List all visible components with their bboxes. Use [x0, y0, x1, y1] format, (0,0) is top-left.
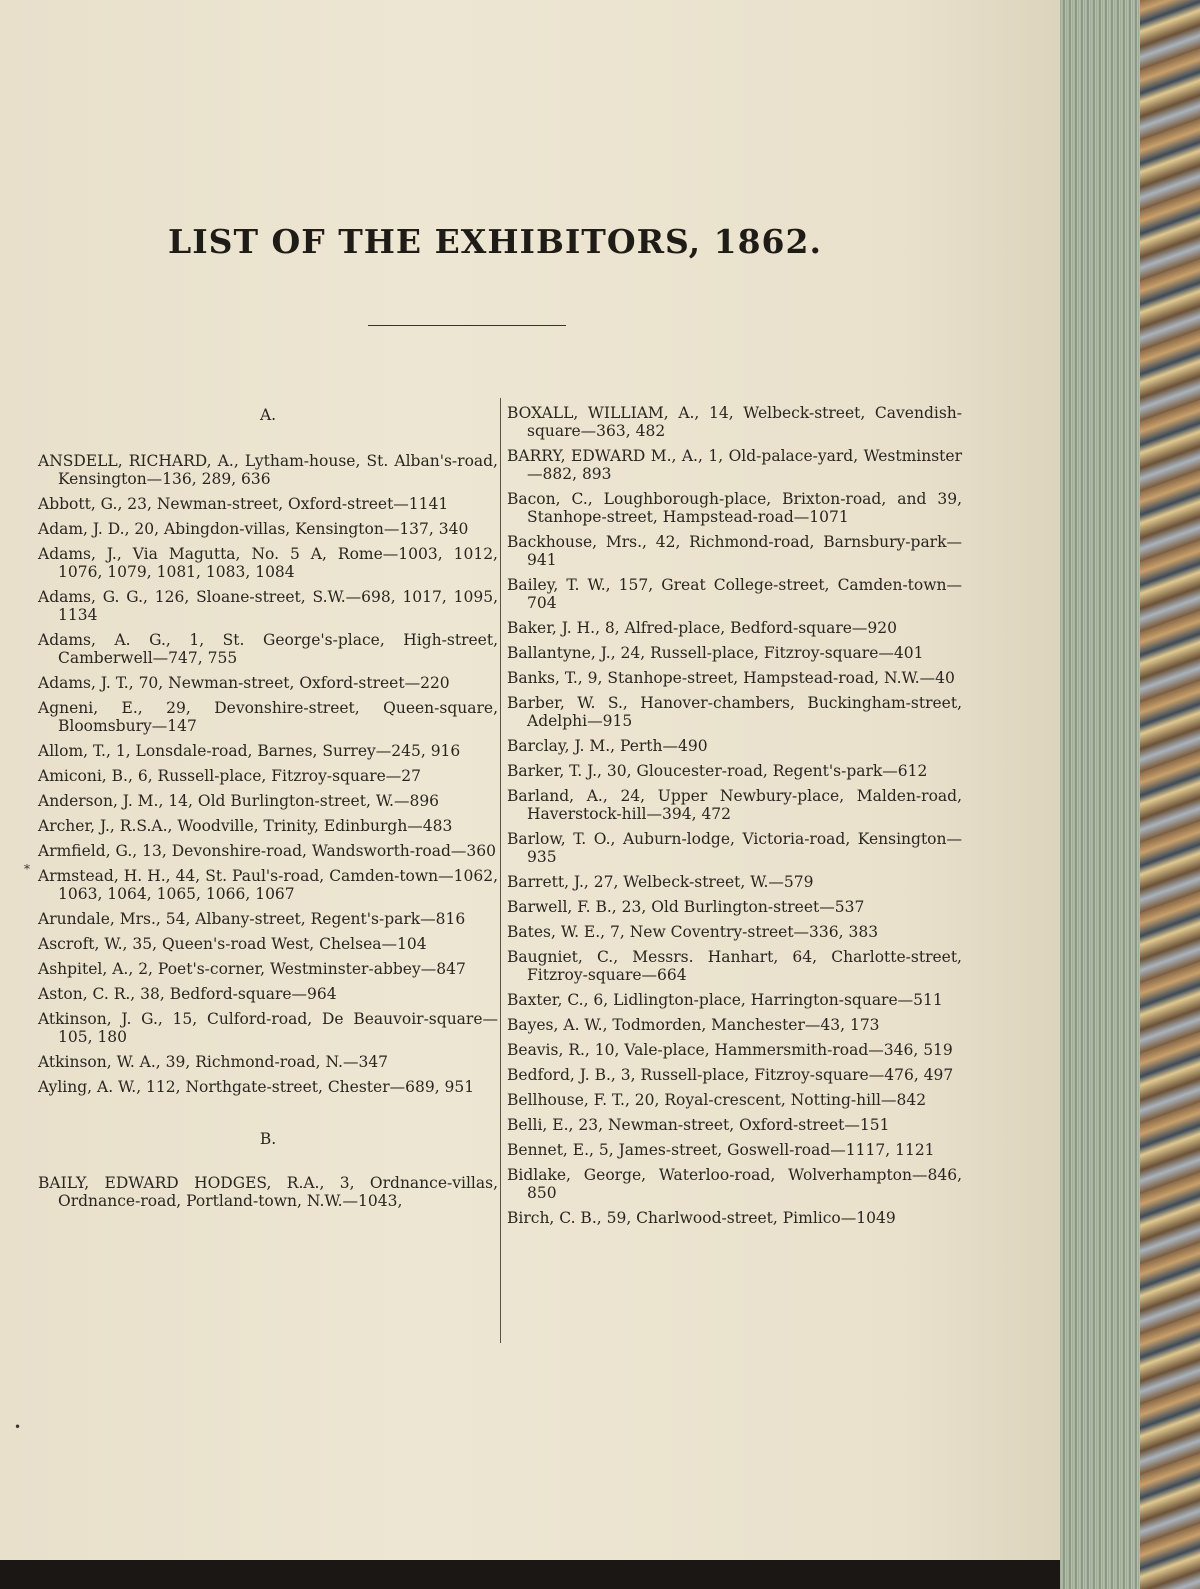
entry-boxall: BOXALL, WILLIAM, A., 14, Welbeck-street, Cavendish-square—363, 482 — [507, 404, 962, 440]
entry-barry: BARRY, EDWARD M., A., 1, Old-palace-yard, Westminster—882, 893 — [507, 447, 962, 483]
section-letter-b: B. — [259, 1130, 277, 1148]
entry-bellhouse: Bellhouse, F. T., 20, Royal-crescent, Notting-hill—842 — [507, 1091, 927, 1109]
entry-anderson: Anderson, J. M., 14, Old Burlington-street, W.—896 — [38, 792, 440, 810]
section-letter-a: A. — [259, 406, 277, 424]
entry-ayling: Ayling, A. W., 112, Northgate-street, Chester—689, 951 — [38, 1078, 475, 1096]
entry-bedford: Bedford, J. B., 3, Russell-place, Fitzroy-square—476, 497 — [507, 1066, 954, 1084]
entry-belli: Belli, E., 23, Newman-street, Oxford-street—151 — [507, 1116, 890, 1134]
entry-bayes: Bayes, A. W., Todmorden, Manchester—43, 173 — [507, 1016, 880, 1034]
entry-agneni: Agneni, E., 29, Devonshire-street, Queen-square, Bloomsbury—147 — [38, 699, 498, 735]
title-rule — [368, 325, 566, 326]
entry-arundale: Arundale, Mrs., 54, Albany-street, Regent's-park—816 — [38, 910, 466, 928]
entry-baxter: Baxter, C., 6, Lidlington-place, Harrington-square—511 — [507, 991, 943, 1009]
entry-barclay: Barclay, J. M., Perth—490 — [507, 737, 708, 755]
entry-allom: Allom, T., 1, Lonsdale-road, Barnes, Surrey—245, 916 — [38, 742, 461, 760]
bottom-shadow — [0, 1560, 1060, 1589]
entry-ashpitel: Ashpitel, A., 2, Poet's-corner, Westminster-abbey—847 — [38, 960, 466, 978]
entry-barland: Barland, A., 24, Upper Newbury-place, Malden-road, Haverstock-hill—394, 472 — [507, 787, 962, 823]
entry-armfield: Armfield, G., 13, Devonshire-road, Wandsworth-road—360 — [38, 842, 497, 860]
entry-barlow: Barlow, T. O., Auburn-lodge, Victoria-road, Kensington—935 — [507, 830, 962, 866]
entry-baily: BAILY, EDWARD HODGES, R.A., 3, Ordnance-villas, Ordnance-road, Portland-town, N.W.—1043, — [38, 1174, 498, 1210]
entry-bailey: Bailey, T. W., 157, Great College-street, Camden-town—704 — [507, 576, 962, 612]
entry-amiconi: Amiconi, B., 6, Russell-place, Fitzroy-square—27 — [38, 767, 422, 785]
entry-adams-gg: Adams, G. G., 126, Sloane-street, S.W.—698, 1017, 1095, 1134 — [38, 588, 498, 624]
entry-armstead: Armstead, H. H., 44, St. Paul's-road, Camden-town—1062, 1063, 1064, 1065, 1066, 1067 — [38, 867, 498, 903]
entry-adams-ag: Adams, A. G., 1, St. George's-place, High-street, Camberwell—747, 755 — [38, 631, 498, 667]
entry-ballantyne: Ballantyne, J., 24, Russell-place, Fitzroy-square—401 — [507, 644, 924, 662]
entry-adams-jt: Adams, J. T., 70, Newman-street, Oxford-street—220 — [38, 674, 450, 692]
entry-ansdell: ANSDELL, RICHARD, A., Lytham-house, St. Alban's-road, Kensington—136, 289, 636 — [38, 452, 498, 488]
page-edges — [1060, 0, 1140, 1589]
entry-bennet: Bennet, E., 5, James-street, Goswell-road—1117, 1121 — [507, 1141, 935, 1159]
column-divider — [500, 398, 501, 1343]
entry-atkinson-jg: Atkinson, J. G., 15, Culford-road, De Beauvoir-square—105, 180 — [38, 1010, 498, 1046]
entry-atkinson-wa: Atkinson, W. A., 39, Richmond-road, N.—347 — [38, 1053, 389, 1071]
left-column — [38, 404, 498, 1217]
entry-barwell: Barwell, F. B., 23, Old Burlington-street—537 — [507, 898, 865, 916]
show-through-text — [200, 95, 205, 113]
entry-bacon: Bacon, C., Loughborough-place, Brixton-road, and 39, Stanhope-street, Hampstead-road—1071 — [507, 490, 962, 526]
entry-barber: Barber, W. S., Hanover-chambers, Buckingham-street, Adelphi—915 — [507, 694, 962, 730]
page-title: LIST OF THE EXHIBITORS, 1862. — [168, 222, 822, 261]
entry-baker: Baker, J. H., 8, Alfred-place, Bedford-square—920 — [507, 619, 897, 637]
margin-asterisk: * — [24, 862, 30, 876]
entry-aston: Aston, C. R., 38, Bedford-square—964 — [38, 985, 337, 1003]
entry-barrett: Barrett, J., 27, Welbeck-street, W.—579 — [507, 873, 814, 891]
entry-ascroft: Ascroft, W., 35, Queen's-road West, Chelsea—104 — [38, 935, 427, 953]
entry-adam-jd: Adam, J. D., 20, Abingdon-villas, Kensington—137, 340 — [38, 520, 469, 538]
entry-bates: Bates, W. E., 7, New Coventry-street—336, 383 — [507, 923, 879, 941]
entry-bidlake: Bidlake, George, Waterloo-road, Wolverhampton—846, 850 — [507, 1166, 962, 1202]
margin-dot: • — [14, 1420, 22, 1434]
entry-backhouse: Backhouse, Mrs., 42, Richmond-road, Barnsbury-park—941 — [507, 533, 962, 569]
entry-baugniet: Baugniet, C., Messrs. Hanhart, 64, Charlotte-street, Fitzroy-square—664 — [507, 948, 962, 984]
entry-adams-j: Adams, J., Via Magutta, No. 5 A, Rome—1003, 1012, 1076, 1079, 1081, 1083, 1084 — [38, 545, 498, 581]
marbled-cover — [1140, 0, 1200, 1589]
entry-beavis: Beavis, R., 10, Vale-place, Hammersmith-road—346, 519 — [507, 1041, 953, 1059]
right-column — [507, 404, 962, 1234]
entry-archer: Archer, J., R.S.A., Woodville, Trinity, Edinburgh—483 — [38, 817, 453, 835]
entry-abbott: Abbott, G., 23, Newman-street, Oxford-street—1141 — [38, 495, 449, 513]
entry-barker: Barker, T. J., 30, Gloucester-road, Regent's-park—612 — [507, 762, 928, 780]
entry-birch: Birch, C. B., 59, Charlwood-street, Pimlico—1049 — [507, 1209, 896, 1227]
entry-banks: Banks, T., 9, Stanhope-street, Hampstead-road, N.W.—40 — [507, 669, 955, 687]
